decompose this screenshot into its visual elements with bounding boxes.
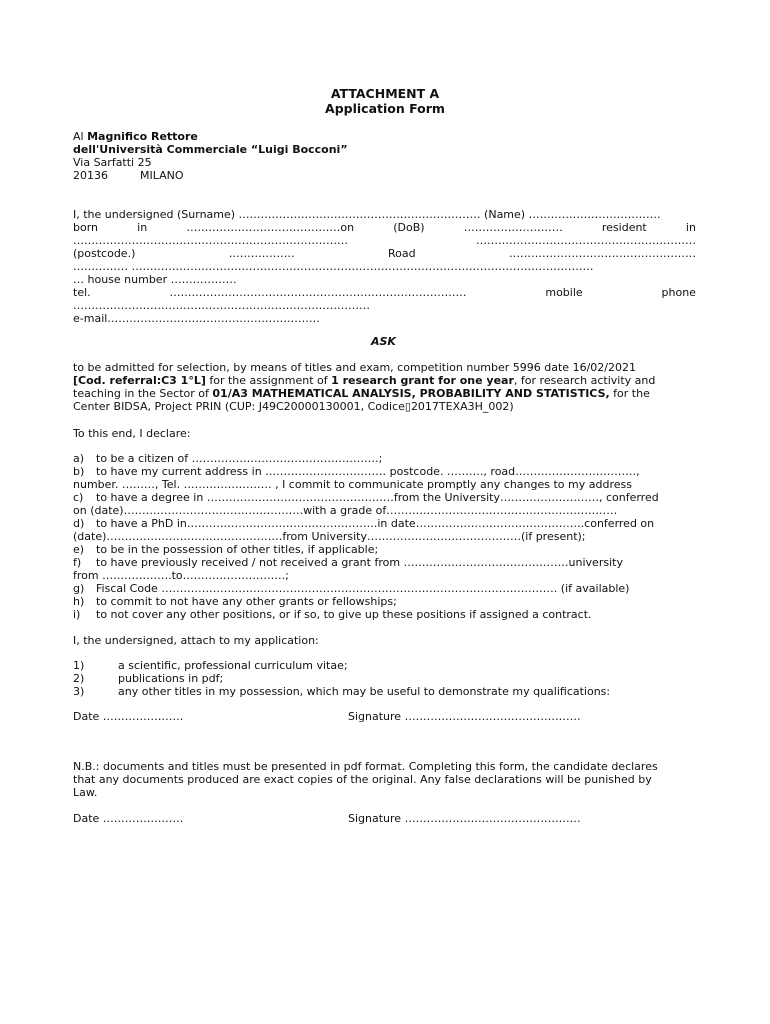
declaration-label: a): [73, 452, 85, 465]
declaration-b-cont: number. ………, Tel. …………………… , I commit to communicate promptly any changes to my address: [73, 478, 632, 491]
declaration-g: [73, 582, 629, 595]
phone-label: phone: [661, 286, 696, 299]
phone-line: [73, 286, 696, 299]
postcode-road-line: [73, 247, 696, 260]
declaration-text: to have my current address in …………………………… postcode. ………., road……………………………,: [96, 465, 640, 478]
note-line-3: Law.: [73, 786, 98, 799]
admission-text: for the: [609, 387, 650, 400]
road-label: Road: [388, 247, 416, 260]
postcode-field: ………………: [228, 247, 295, 260]
attachment-number: 2): [73, 672, 85, 685]
grant-description: 1 research grant for one year: [331, 374, 514, 387]
address-line-2: dell'Università Commerciale “Luigi Bocconi”: [73, 143, 348, 156]
address-city: MILANO: [140, 169, 184, 182]
declaration-label: h): [73, 595, 85, 608]
declaration-label: e): [73, 543, 85, 556]
resident-in: in: [685, 221, 696, 234]
declaration-label: b): [73, 465, 85, 478]
address-line-1: [73, 130, 198, 143]
attachment-text: publications in pdf;: [118, 672, 224, 685]
attachment-item-3: [73, 685, 610, 698]
declaration-text: to commit to not have any other grants or fellowships;: [96, 595, 397, 608]
dob-label: (DoB): [393, 221, 425, 234]
resident-word: resident: [601, 221, 647, 234]
mobile-label: mobile: [545, 286, 583, 299]
residence-field-2: ……………………………………………………: [476, 234, 696, 247]
declaration-d-cont: (date)…………………………………………from University……………………………………(if present);: [73, 530, 586, 543]
declaration-i: [73, 608, 592, 621]
date-field-2: Date ………………….: [73, 812, 184, 825]
address-recipient: Magnifico Rettore: [87, 130, 198, 143]
phone-field-line: ………………………………………………………………………: [73, 299, 370, 312]
declaration-f-cont: from ……………….to……………………….;: [73, 569, 289, 582]
admission-text: teaching in the Sector of: [73, 387, 213, 400]
declaration-text: to have a degree in ……………………………………………from the University………………………, conferred: [96, 491, 659, 504]
declaration-text: to have a PhD in…………………………………………….in date……………………………………….conferred on: [96, 517, 655, 530]
postcode-label: (postcode.): [73, 247, 136, 260]
attach-intro: I, the undersigned, attach to my application:: [73, 634, 319, 647]
signature-field-1: Signature …………………………………………: [348, 710, 581, 723]
attachment-title: ATTACHMENT A: [330, 86, 440, 101]
admission-text: , for research activity and: [513, 374, 656, 387]
declaration-label: f): [73, 556, 82, 569]
birth-line: [73, 221, 696, 234]
house-number-line: … house number ………………: [73, 273, 237, 286]
referral-code: [Cod. referral:C3 1°L]: [73, 374, 206, 387]
declare-intro: To this end, I declare:: [73, 427, 191, 440]
surname-name-line: I, the undersigned (Surname) ………………………………………………………… (Name) ………………………………: [73, 208, 661, 221]
birth-word: born: [73, 221, 99, 234]
birth-in: in: [137, 221, 148, 234]
declaration-label: g): [73, 582, 85, 595]
declaration-e: [73, 543, 378, 556]
declaration-c: [73, 491, 659, 504]
road-continuation-line: …………… ………………………………………………………………………………………………………………: [73, 260, 594, 273]
declaration-a: [73, 452, 382, 465]
declaration-label: c): [73, 491, 84, 504]
declaration-b: [73, 465, 640, 478]
attachment-item-1: [73, 659, 348, 672]
address-prefix: Al: [73, 130, 88, 143]
tel-label: tel.: [73, 286, 91, 299]
admission-line-3: [73, 387, 650, 400]
address-street: Via Sarfatti 25: [73, 156, 152, 169]
email-line: e-mail………………………………………………….: [73, 312, 320, 325]
admission-line-4: Center BIDSA, Project PRIN (CUP: J49C20000130001, Codice▯2017TEXA3H_002): [73, 400, 514, 413]
address-postcode: 20136: [73, 169, 108, 182]
form-subtitle: Application Form: [325, 101, 445, 116]
declaration-c-cont: on (date)………………………………………….with a grade of………………………………………………………: [73, 504, 618, 517]
attachment-item-2: [73, 672, 223, 685]
declaration-text: to be a citizen of ……………………………………………;: [96, 452, 383, 465]
note-line-1: N.B.: documents and titles must be presented in pdf format. Completing this form, the candidate declares: [73, 760, 658, 773]
declaration-label: i): [73, 608, 81, 621]
dob-field: ………………………: [463, 221, 563, 234]
birth-place-field: ……………………………………on: [186, 221, 355, 234]
admission-text: for the assignment of: [205, 374, 332, 387]
tel-field: ………………………………………………………………………: [169, 286, 467, 299]
declaration-text: Fiscal Code ……………………………………………………………………………………………… (if available): [96, 582, 630, 595]
attachment-text: a scientific, professional curriculum vitae;: [118, 659, 348, 672]
attachment-number: 3): [73, 685, 85, 698]
road-field: ……………………………………………: [508, 247, 696, 260]
residence-line: [73, 234, 696, 247]
sector-name: 01/A3 MATHEMATICAL ANALYSIS, PROBABILITY AND STATISTICS,: [212, 387, 610, 400]
ask-heading: ASK: [371, 335, 396, 348]
signature-field-2: Signature …………………………………………: [348, 812, 581, 825]
declaration-f: [73, 556, 623, 569]
attachment-number: 1): [73, 659, 85, 672]
declaration-text: to have previously received / not received a grant from ………………………………………university: [96, 556, 623, 569]
declaration-text: to be in the possession of other titles, if applicable;: [96, 543, 379, 556]
address-city-line: [73, 169, 184, 182]
admission-line-2: [73, 374, 655, 387]
residence-field-1: …………………………………………………………………: [73, 234, 348, 247]
declaration-h: [73, 595, 397, 608]
attachment-text: any other titles in my possession, which may be useful to demonstrate my qualifications:: [118, 685, 611, 698]
date-field-1: Date ………………….: [73, 710, 184, 723]
declaration-text: to not cover any other positions, or if so, to give up these positions if assigned a contract.: [96, 608, 592, 621]
declaration-d: [73, 517, 654, 530]
declaration-label: d): [73, 517, 85, 530]
note-line-2: that any documents produced are exact copies of the original. Any false declarations will be punished by: [73, 773, 652, 786]
admission-line-1: to be admitted for selection, by means of titles and exam, competition number 5996 date 16/02/2021: [73, 361, 636, 374]
